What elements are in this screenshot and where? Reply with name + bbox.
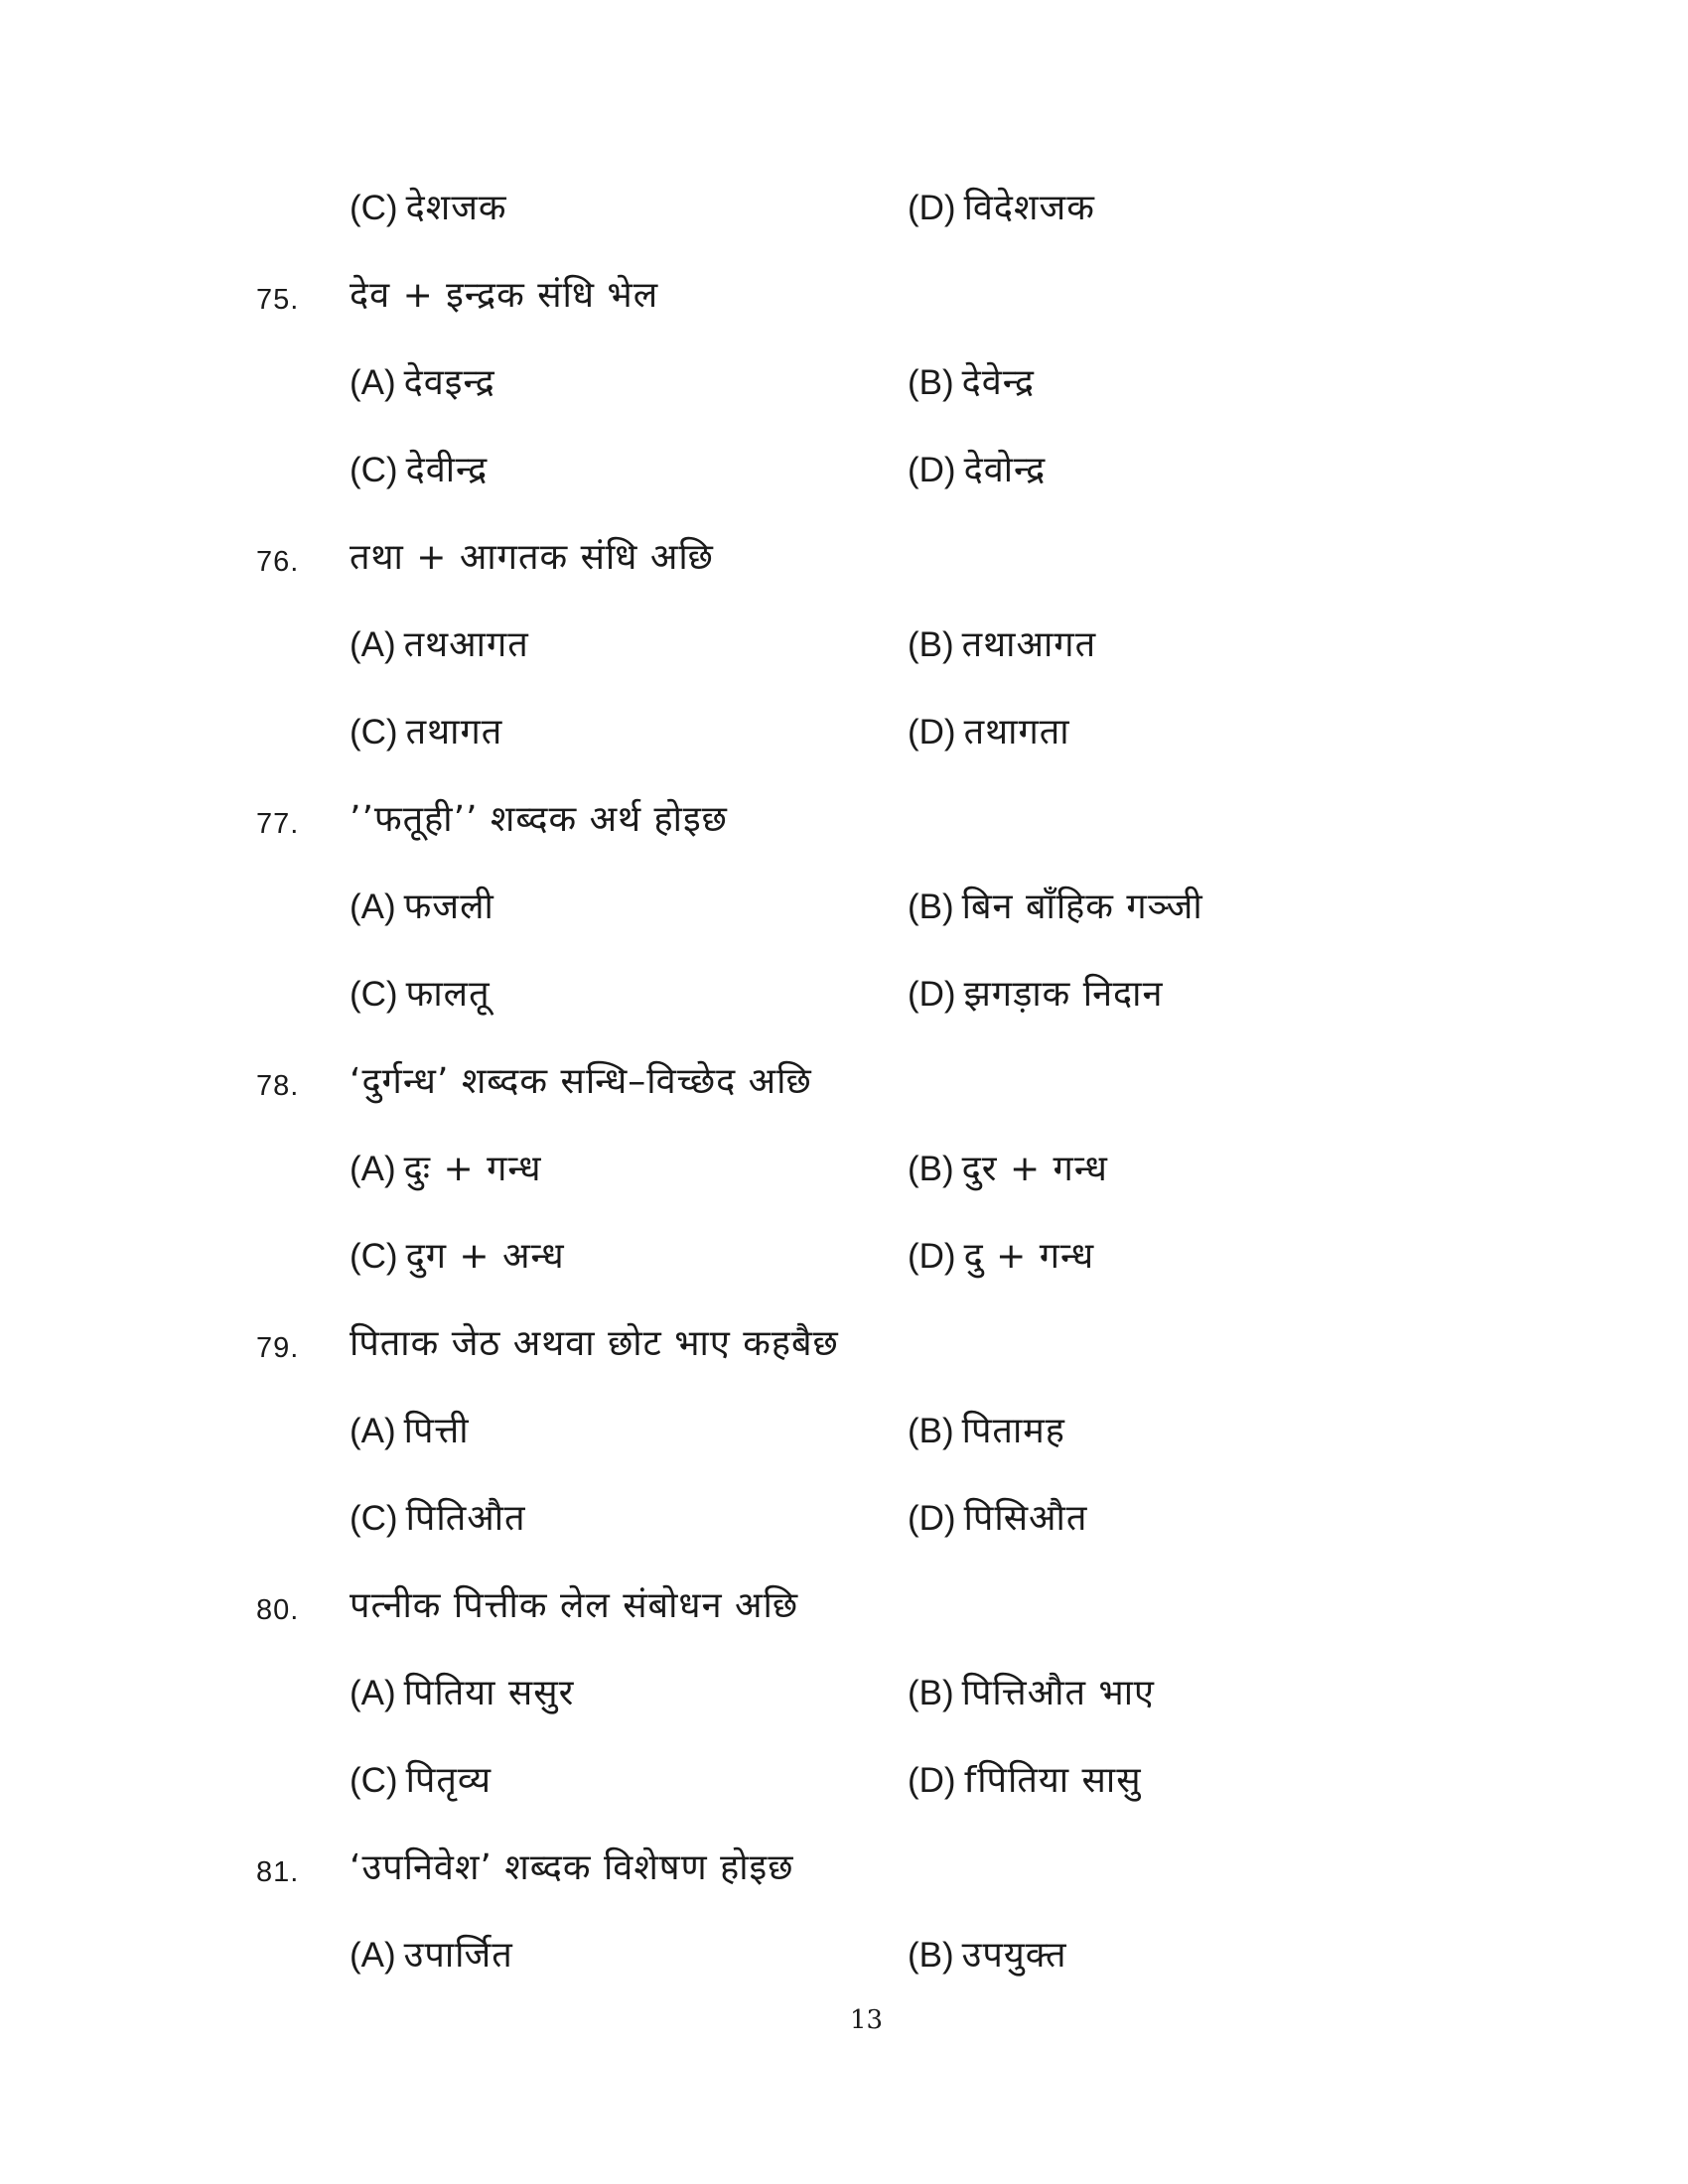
option-text: तथागता bbox=[963, 712, 1070, 752]
option-label: (D) bbox=[908, 451, 956, 489]
option-text: पितृव्य bbox=[405, 1760, 492, 1801]
option-text: दु + गन्ध bbox=[963, 1236, 1095, 1277]
option-text: बिन बाँहिक गञ्जी bbox=[961, 887, 1203, 927]
question-number: 80. bbox=[256, 1594, 300, 1626]
option-label: (A) bbox=[350, 1150, 396, 1188]
question-79-options-row-2 bbox=[0, 1489, 1688, 1549]
option-text: देवीन्द्र bbox=[405, 450, 489, 490]
question-77-options-row-2 bbox=[0, 965, 1688, 1024]
option-label: (B) bbox=[908, 887, 954, 926]
carryover-option-d bbox=[908, 179, 1095, 238]
option-label: (B) bbox=[908, 363, 954, 402]
question-text: पिताक जेठ अथवा छोट भाए कहबैछ bbox=[350, 1323, 839, 1364]
question-number: 81. bbox=[256, 1856, 300, 1888]
option-label: (B) bbox=[908, 1150, 954, 1188]
option-d bbox=[908, 441, 1046, 500]
option-label: (C) bbox=[350, 975, 398, 1014]
option-text: fपितिया सासु bbox=[963, 1760, 1142, 1801]
question-80-options-row-2 bbox=[0, 1751, 1688, 1811]
option-a bbox=[350, 1664, 574, 1723]
option-label: (C) bbox=[350, 713, 398, 751]
option-b bbox=[908, 878, 1203, 937]
option-d bbox=[908, 1751, 1142, 1811]
option-label: (A) bbox=[350, 887, 396, 926]
question-79 bbox=[0, 1314, 1688, 1374]
option-a bbox=[350, 353, 495, 413]
option-label: (D) bbox=[908, 975, 956, 1014]
question-76-options-row-1 bbox=[0, 615, 1688, 675]
option-d bbox=[908, 1227, 1094, 1287]
option-c bbox=[350, 965, 491, 1024]
option-a bbox=[350, 878, 494, 937]
question-text: पत्नीक पित्तीक लेल संबोधन अछि bbox=[350, 1585, 799, 1626]
option-a bbox=[350, 1402, 470, 1461]
option-label: (B) bbox=[908, 1936, 954, 1975]
page-number: 13 bbox=[849, 2005, 884, 2035]
option-label: (A) bbox=[350, 1936, 396, 1975]
option-text: दुर + गन्ध bbox=[961, 1149, 1108, 1189]
option-text: दुः + गन्ध bbox=[403, 1149, 542, 1189]
option-c bbox=[350, 1489, 526, 1549]
option-d bbox=[908, 1489, 1087, 1549]
option-text: तथागत bbox=[405, 712, 503, 752]
option-label: (B) bbox=[908, 625, 954, 664]
question-80 bbox=[0, 1576, 1688, 1636]
option-label: (C) bbox=[350, 451, 398, 489]
option-text: दुग + अन्ध bbox=[405, 1236, 565, 1277]
question-78-options-row-1 bbox=[0, 1140, 1688, 1199]
question-78 bbox=[0, 1052, 1688, 1112]
option-text: तथआगत bbox=[403, 624, 529, 665]
option-label: (C) bbox=[350, 1499, 398, 1538]
question-81-options-row-1 bbox=[0, 1926, 1688, 1985]
option-label: (A) bbox=[350, 363, 396, 402]
question-text: ‘उपनिवेश’ शब्दक विशेषण होइछ bbox=[350, 1847, 794, 1888]
carryover-option-c bbox=[350, 179, 507, 238]
question-text: तथा + आगतक संधि अछि bbox=[350, 537, 714, 578]
option-a bbox=[350, 1140, 541, 1199]
option-c bbox=[350, 703, 502, 762]
option-label: (D) bbox=[908, 1761, 956, 1800]
question-77-options-row-1 bbox=[0, 878, 1688, 937]
option-text: देवइन्द्र bbox=[403, 362, 495, 403]
option-b bbox=[908, 353, 1035, 413]
carryover-options-row bbox=[0, 179, 1688, 238]
option-text: उपार्जित bbox=[403, 1935, 513, 1976]
question-number: 77. bbox=[256, 808, 300, 840]
option-text: झगड़ाक निदान bbox=[963, 974, 1164, 1015]
option-label: (B) bbox=[908, 1674, 954, 1712]
option-text: पितिऔत bbox=[405, 1498, 526, 1539]
option-label: (D) bbox=[908, 1499, 956, 1538]
question-75-options-row-2 bbox=[0, 441, 1688, 500]
option-d bbox=[908, 703, 1070, 762]
question-75 bbox=[0, 266, 1688, 326]
question-number: 76. bbox=[256, 546, 300, 578]
option-d bbox=[908, 965, 1163, 1024]
option-label: (D) bbox=[908, 189, 956, 227]
question-text: देव + इन्द्रक संधि भेल bbox=[350, 275, 659, 316]
question-78-options-row-2 bbox=[0, 1227, 1688, 1287]
question-79-options-row-1 bbox=[0, 1402, 1688, 1461]
question-text: ‘दुर्गन्ध’ शब्दक सन्धि–विच्छेद अछि bbox=[350, 1061, 812, 1102]
option-a bbox=[350, 615, 529, 675]
option-text: देवोन्द्र bbox=[963, 450, 1047, 490]
option-label: (A) bbox=[350, 625, 396, 664]
option-b bbox=[908, 615, 1096, 675]
question-number: 79. bbox=[256, 1332, 300, 1364]
question-81 bbox=[0, 1839, 1688, 1898]
question-text: ’’फतूही’’ शब्दक अर्थ होइछ bbox=[350, 799, 728, 840]
option-label: (B) bbox=[908, 1412, 954, 1450]
option-text: पितामह bbox=[961, 1411, 1065, 1451]
option-text: उपयुक्त bbox=[961, 1935, 1067, 1976]
question-76-options-row-2 bbox=[0, 703, 1688, 762]
option-text: फजली bbox=[403, 887, 494, 927]
option-label: (A) bbox=[350, 1674, 396, 1712]
option-b bbox=[908, 1402, 1065, 1461]
option-b bbox=[908, 1926, 1067, 1985]
option-label: (C) bbox=[350, 189, 398, 227]
question-75-options-row-1 bbox=[0, 353, 1688, 413]
option-b bbox=[908, 1140, 1108, 1199]
question-80-options-row-1 bbox=[0, 1664, 1688, 1723]
question-77 bbox=[0, 790, 1688, 850]
option-a bbox=[350, 1926, 513, 1985]
option-label: (D) bbox=[908, 713, 956, 751]
question-number: 75. bbox=[256, 284, 300, 316]
option-text: देवेन्द्र bbox=[961, 362, 1036, 403]
question-76 bbox=[0, 528, 1688, 588]
option-label: (C) bbox=[350, 1237, 398, 1276]
option-c bbox=[350, 1227, 565, 1287]
option-b bbox=[908, 1664, 1155, 1723]
option-label: (D) bbox=[908, 1237, 956, 1276]
option-text: पितिया ससुर bbox=[403, 1673, 575, 1713]
option-text: तथाआगत bbox=[961, 624, 1097, 665]
option-text: देशजक bbox=[405, 188, 507, 228]
option-text: पित्तिऔत भाए bbox=[961, 1673, 1155, 1713]
option-text: पिसिऔत bbox=[963, 1498, 1088, 1539]
option-label: (C) bbox=[350, 1761, 398, 1800]
option-label: (A) bbox=[350, 1412, 396, 1450]
option-c bbox=[350, 441, 488, 500]
option-c bbox=[350, 1751, 492, 1811]
option-text: फालतू bbox=[405, 974, 491, 1015]
option-text: विदेशजक bbox=[963, 188, 1095, 228]
question-number: 78. bbox=[256, 1070, 300, 1102]
option-text: पित्ती bbox=[403, 1411, 470, 1451]
